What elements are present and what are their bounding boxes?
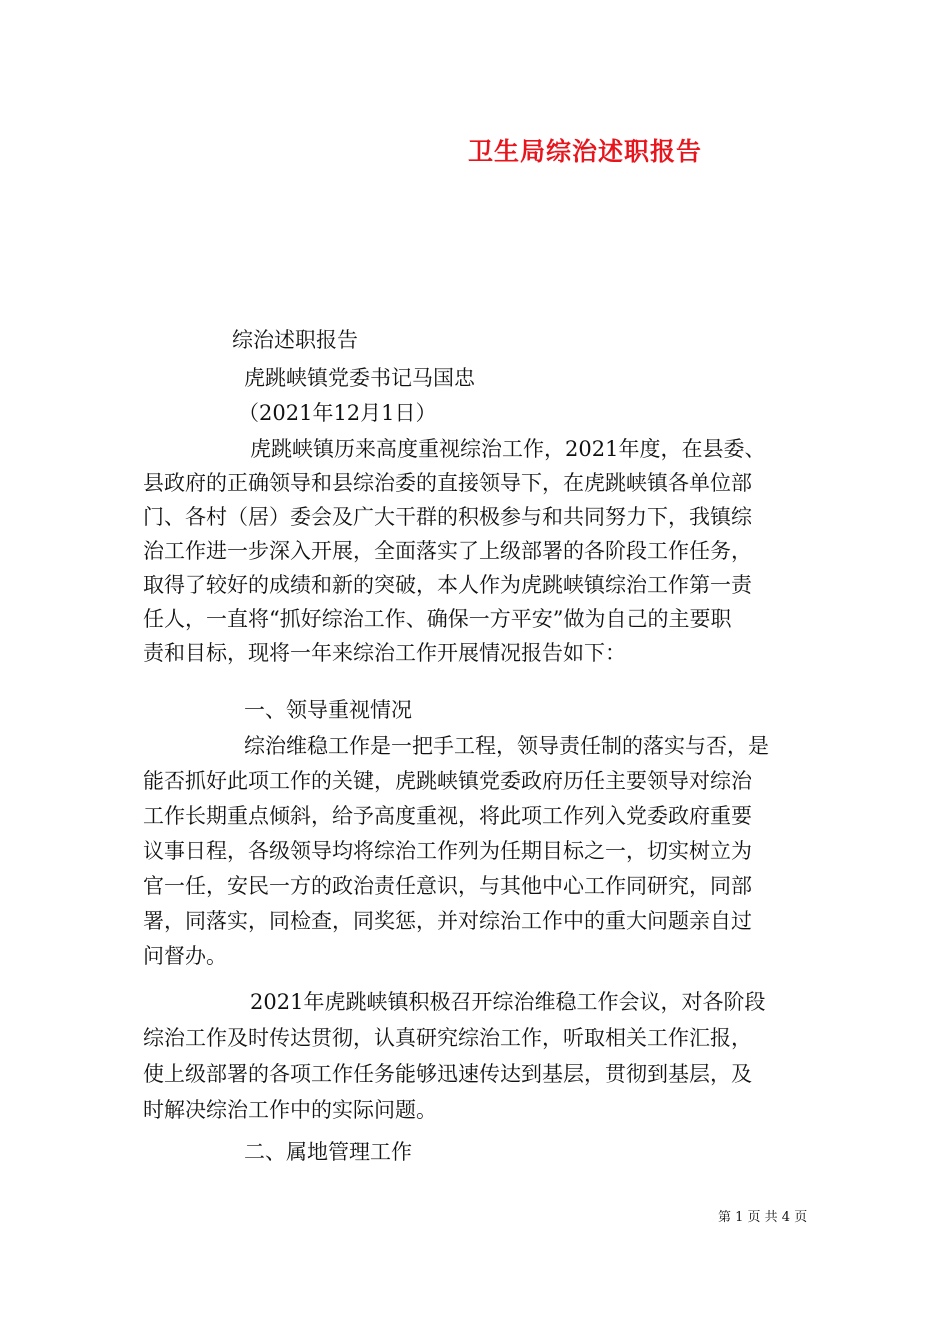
body-line: 综治维稳工作是一把手工程，领导责任制的落实与否，是 bbox=[244, 734, 769, 758]
section-heading: 一、领导重视情况 bbox=[244, 698, 412, 722]
body-line: 2021年虎跳峡镇积极召开综治维稳工作会议，对各阶段 bbox=[250, 990, 766, 1014]
section-heading: 二、属地管理工作 bbox=[244, 1140, 412, 1164]
body-line: 门、各村（居）委会及广大干群的积极参与和共同努力下，我镇综 bbox=[143, 505, 752, 529]
body-line: 时解决综治工作中的实际问题。 bbox=[143, 1098, 437, 1122]
body-line: 署，同落实，同检查，同奖惩，并对综治工作中的重大问题亲自过 bbox=[143, 909, 752, 933]
body-line: 使上级部署的各项工作任务能够迅速传达到基层，贯彻到基层，及 bbox=[143, 1062, 752, 1086]
body-line: 任人，一直将“抓好综治工作、确保一方平安”做为自己的主要职 bbox=[143, 607, 732, 631]
body-line: 工作长期重点倾斜，给予高度重视，将此项工作列入党委政府重要 bbox=[143, 804, 752, 828]
body-line: 责和目标，现将一年来综治工作开展情况报告如下： bbox=[143, 641, 626, 665]
report-subtitle: 综治述职报告 bbox=[232, 328, 358, 352]
body-line: 能否抓好此项工作的关键，虎跳峡镇党委政府历任主要领导对综治 bbox=[143, 769, 752, 793]
report-author: 虎跳峡镇党委书记马国忠 bbox=[244, 366, 475, 390]
body-line: 官一任，安民一方的政治责任意识，与其他中心工作同研究，同部 bbox=[143, 874, 752, 898]
page-footer: 第 1 页 共 4 页 bbox=[718, 1210, 808, 1225]
page-title: 卫生局综治述职报告 bbox=[468, 137, 703, 166]
body-line: 综治工作及时传达贯彻，认真研究综治工作，听取相关工作汇报， bbox=[143, 1026, 752, 1050]
body-line: 虎跳峡镇历来高度重视综治工作，2021年度，在县委、 bbox=[250, 437, 766, 461]
body-line: 议事日程，各级领导均将综治工作列为任期目标之一，切实树立为 bbox=[143, 839, 752, 863]
body-line: 治工作进一步深入开展，全面落实了上级部署的各阶段工作任务， bbox=[143, 539, 752, 563]
body-line: 取得了较好的成绩和新的突破，本人作为虎跳峡镇综治工作第一责 bbox=[143, 573, 752, 597]
body-line: 问督办。 bbox=[143, 944, 227, 968]
report-date: （2021年12月1日） bbox=[238, 401, 437, 425]
body-line: 县政府的正确领导和县综治委的直接领导下，在虎跳峡镇各单位部 bbox=[143, 471, 752, 495]
